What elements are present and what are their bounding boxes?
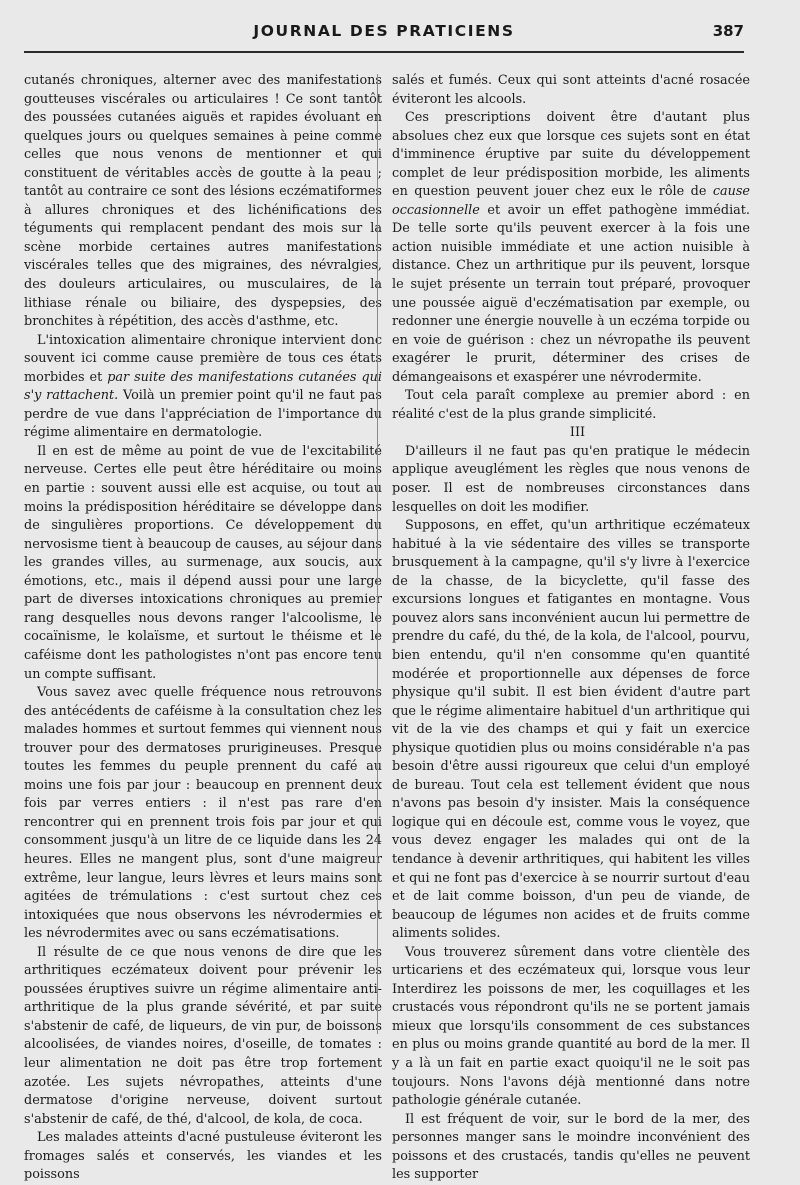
header-rule	[24, 51, 744, 53]
paragraph-text: L'intoxication alimentaire chronique intervient donc souvent ici comme cause première de tous ces états morbides et	[24, 332, 382, 385]
paragraph: salés et fumés. Ceux qui sont atteints d'acné rosacée éviteront les alcools.	[392, 73, 750, 107]
paragraph-text: Ces prescriptions doivent être d'autant plus absolues chez eux que lorsque ces sujets sont en état d'imminence éruptive par suite du développement complet de leur prédisposition morbide, les aliments en question peuvent jouer chez eux le rôle de	[392, 110, 750, 200]
section-number: III	[569, 425, 586, 441]
paragraph	[24, 332, 382, 443]
page-number: 387	[712, 22, 744, 40]
paragraph	[392, 109, 750, 387]
paragraph: Il en est de même au point de vue de l'excitabilité nerveuse. Certes elle peut être héréditaire ou moins en partie : souvent aussi elle est acquise, ou tout au moins la prédisposition héréditaire se développe dans de singulières proportions. Ce développement du nervosisme tient à beaucoup de causes, au séjour dans les grandes villes, au surmenage, aux soucis, aux émotions, etc., mais il dépend aussi pour une large part de diverses intoxications chroniques au premier rang desquelles nous devons ranger l'alcoolisme, le cocaïnisme, le kolaïsme, et surtout le théisme et le caféisme dont les pathologistes n'ont pas encore tenu un compte suffisant.	[24, 443, 382, 682]
paragraph-text: et avoir un effet pathogène immédiat. De telle sorte qu'ils peuvent exercer à la fois une action nuisible immédiate et une action nuisible à distance. Chez un arthritique pur ils peuvent, lorsque le sujet présente un terrain tout préparé, provoquer une poussée aiguë d'eczématisation par exemple, ou redonner une énergie nouvelle à un eczéma torpide ou en voie de guérison : chez un névropathe ils peuvent exagérer le prurit, déterminer des crises de démangeaisons et exaspérer une névrodermite.	[392, 202, 750, 385]
paragraph: D'ailleurs il ne faut pas qu'en pratique le médecin applique aveuglément les règles que nous venons de poser. Il est de nombreuses circonstances dans lesquelles on doit les modifier.	[392, 443, 750, 515]
paragraph: Vous savez avec quelle fréquence nous retrouvons des antécédents de caféisme à la consultation chez les malades hommes et surtout femmes qui viennent nous trouver pour des dermatoses prurigineuses. Presque toutes les femmes du peuple prennent du café au moins une fois par jour : beaucoup en prennent deux fois par verres entiers : il n'est pas rare d'en rencontrer qui en prennent trois fois par jour et qui consomment jusqu'à un litre de ce liquide dans les 24 heures. Elles ne mangent plus, sont d'une maigreur extrême, leur langue, leurs lèvres et leurs mains sont agitées de trémulations : c'est surtout chez ces intoxiquées que nous observons les névrodermies et les névrodermites avec ou sans eczématisations.	[24, 685, 382, 942]
paragraph: Il résulte de ce que nous venons de dire que les arthritiques eczémateux doivent pour prévenir les poussées éruptives suivre un régime alimentaire anti-arthritique de la plus grande sévérité, et par suite s'abstenir de café, de liqueurs, de vin pur, de boissons alcoolisées, de viandes noires, d'oseille, de tomates : leur alimentation ne doit pas être trop fortement azotée. Les sujets névropathes, atteints d'une dermatose d'origine nerveuse, doivent surtout s'abstenir de café, de thé, d'alcool, de kola, de coca.	[24, 944, 382, 1127]
column-divider	[377, 74, 378, 1034]
running-head: JOURNAL DES PRATICIENS	[253, 22, 515, 40]
paragraph: Il est fréquent de voir, sur le bord de la mer, des personnes manger sans le moindre inconvénient des poissons et des crustacés, tandis qu'elles ne peuvent les supporter	[392, 1111, 750, 1183]
paragraph-text: Voilà un premier point qu'il ne faut pas perdre de vue dans l'appréciation de l'importance du régime alimentaire en dermatologie.	[24, 388, 382, 441]
paragraph: Les malades atteints d'acné pustuleuse éviteront les fromages salés et conservés, les viandes et les poissons	[24, 1130, 382, 1183]
paragraph: Vous trouverez sûrement dans votre clientèle des urticariens et des eczémateux qui, lorsque vous leur Interdirez les poissons de mer, les coquillages et les crustacés vous répondront qu'ils ne se portent jamais mieux que lorsqu'ils consomment de ces substances en plus ou moins grande quantité au bord de la mer. Il y a là un fait en partie exact quoiqu'il ne le soit pas toujours. Nons l'avons déjà mentionné dans notre pathologie générale cutanée.	[392, 944, 750, 1109]
paragraph: Tout cela paraît complexe au premier abord : en réalité c'est de la plus grande simplicité.	[392, 388, 750, 422]
italic-phrase: par suite des manifestations cutanées qui s'y rattachent.	[24, 369, 382, 404]
paragraph: cutanés chroniques, alterner avec des manifestations goutteuses viscérales ou articulaires ! Ce sont tantôt des poussées cutanées aiguës et rapides évoluant en quelques jours ou quelques semaines à peine comme celles que nous venons de mentionner et qui constituent de véritables accès de goutte à la peau ; tantôt au contraire ce sont des lésions eczématiformes à allures chroniques et des lichénifications des téguments qui remplacent pendant des mois sur la scène morbide certaines autres manifestations viscérales telles que des migraines, des névralgies, des douleurs articulaires, ou musculaires, de la lithiase rénale ou biliaire, des dyspepsies, des bronchites à répétition, des accès d'asthme, etc.	[24, 73, 382, 330]
right-column	[392, 72, 750, 1185]
paragraph: Supposons, en effet, qu'un arthritique eczémateux habitué à la vie sédentaire des villes se transporte brusquement à la campagne, qu'il s'y livre à l'exercice de la chasse, de la bicyclette, qu'il fasse des excursions longues et fatigantes en montagne. Vous pouvez alors sans inconvénient aucun lui permettre de prendre du café, du thé, de la kola, de l'alcool, pourvu, bien entendu, qu'il n'en consomme qu'en quantité modérée et proportionnelle aux dépenses de force physique qu'il subit. Il est bien évident d'autre part que le régime alimentaire habituel d'un arthritique qui vit de la vie des champs et qui y fait un exercice physique quotidien plus ou moins considérable n'a pas besoin d'être aussi rigoureux que celui d'un employé de bureau. Tout cela est tellement évident que nous n'avons pas besoin d'y insister. Mais la conséquence logique qui en découle est, comme vous le voyez, que vous devez engager les malades qui ont de la tendance à devenir arthritiques, qui habitent les villes et qui ne font pas d'exercice à se nourrir surtout d'eau et de lait comme boisson, d'un peu de viande, de beaucoup de légumes non acides et de fruits comme aliments solides.	[392, 518, 750, 942]
italic-phrase: cause occasionnelle	[392, 184, 750, 218]
left-column	[24, 72, 382, 1185]
page-header	[24, 22, 744, 44]
